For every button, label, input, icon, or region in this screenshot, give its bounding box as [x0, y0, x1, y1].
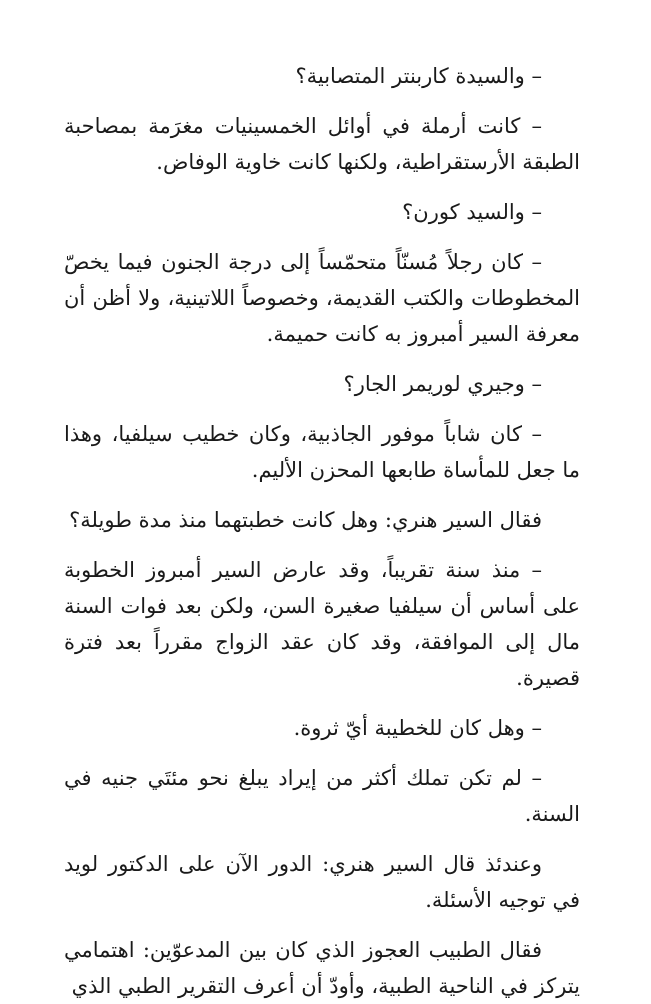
- dialogue-paragraph: – والسيد كورن؟: [402, 200, 542, 224]
- dialogue-paragraph: فقال السير هنري: وهل كانت خطبتهما منذ مدة طويلة؟: [69, 508, 542, 532]
- dialogue-paragraph: – وجيري لوريمر الجار؟: [343, 372, 542, 396]
- dialogue-paragraph: – منذ سنة تقريباً، وقد عارض السير أمبروز الخطوبة على أساس أن سيلفيا صغيرة السن، ولكن بعد فوات السنة مال إلى الموافقة، وقد كان عقد الزواج مقرراً بعد فترة قصيرة.: [64, 558, 580, 690]
- dialogue-paragraph: – كان رجلاً مُسنّاً متحمّساً إلى درجة الجنون فيما يخصّ المخطوطات والكتب القديمة، وخصوصاً اللاتينية، ولا أظن أن معرفة السير أمبروز به كانت حميمة.: [64, 250, 580, 346]
- dialogue-paragraph: – وهل كان للخطيبة أيّ ثروة.: [293, 716, 542, 740]
- dialogue-paragraph: – لم تكن تملك أكثر من إيراد يبلغ نحو مئتَي جنيه في السنة.: [64, 766, 580, 826]
- dialogue-paragraph: – والسيدة كاربنتر المتصابية؟: [295, 64, 542, 88]
- dialogue-paragraph: – كان شاباً موفور الجاذبية، وكان خطيب سيلفيا، وهذا ما جعل للمأساة طابعها المحزن الأليم.: [64, 422, 580, 482]
- dialogue-paragraph: – كانت أرملة في أوائل الخمسينيات مغرَمة بمصاحبة الطبقة الأرستقراطية، ولكنها كانت خاوية الوفاض.: [64, 114, 580, 174]
- dialogue-paragraph: فقال الطبيب العجوز الذي كان بين المدعوّين: اهتمامي يتركز في الناحية الطبية، وأودّ أن أعرف التقرير الطبي الذي: [64, 938, 580, 998]
- dialogue-paragraph: وعندئذ قال السير هنري: الدور الآن على الدكتور لويد في توجيه الأسئلة.: [64, 852, 580, 912]
